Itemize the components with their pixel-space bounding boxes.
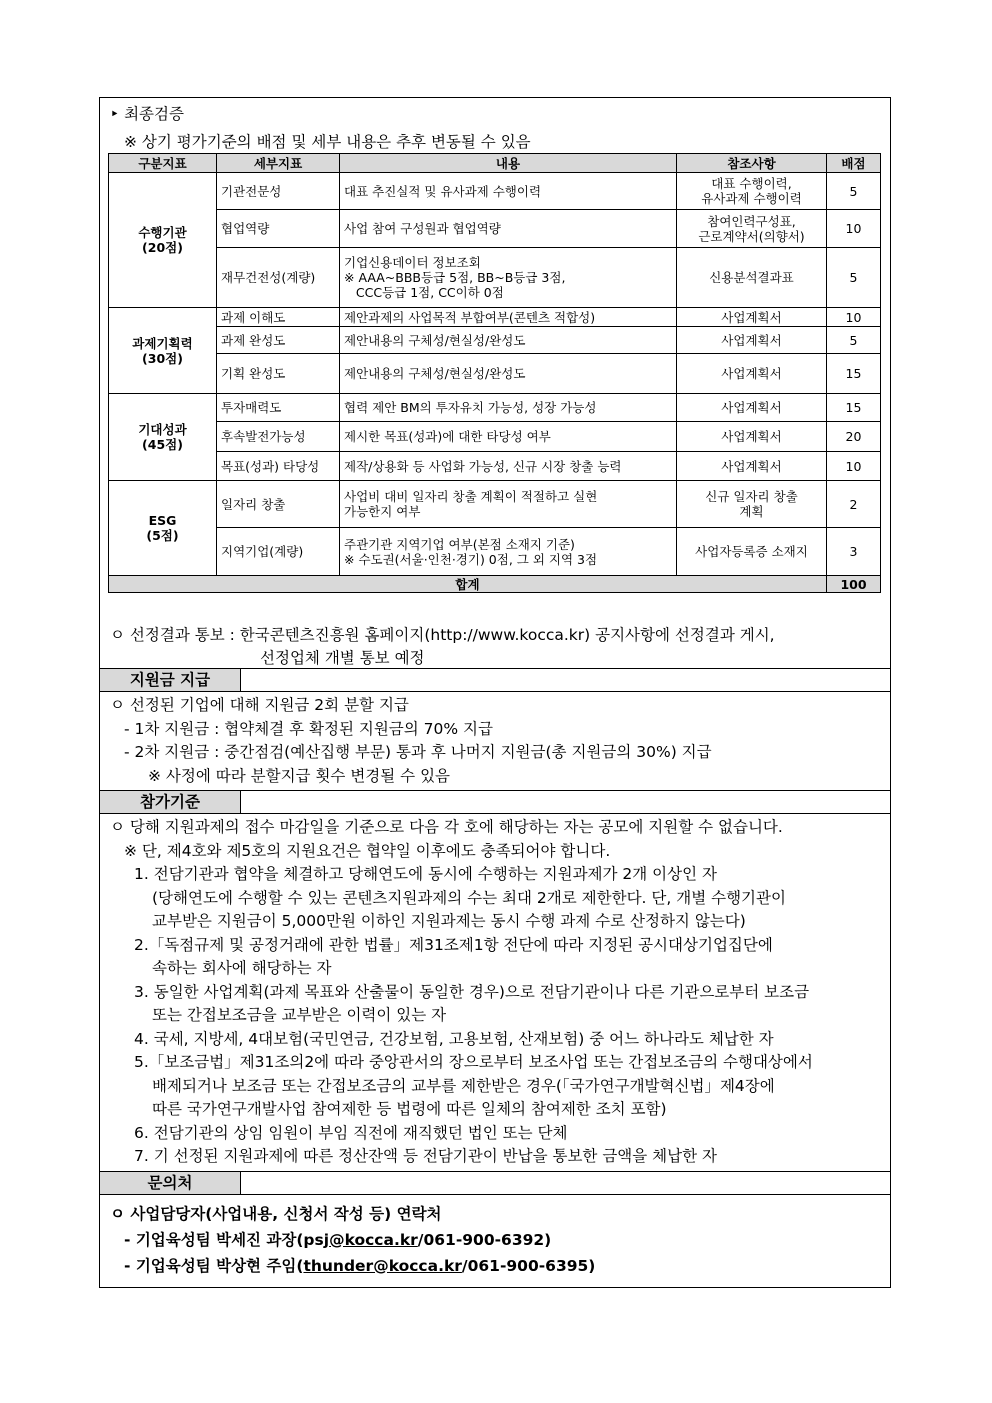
criteria-item-line: 3. 동일한 사업계획(과제 목표와 산출물이 동일한 경우)으로 전담기관이나 다른 기관으로부터 보조금 (134, 982, 810, 1001)
contact-heading: ㅇ 사업담당자(사업내용, 신청서 작성 등) 연락처 (110, 1204, 442, 1223)
ref-cell: 사업계획서 (677, 308, 827, 327)
criteria-item-line: 교부받은 지원금이 5,000만원 이하인 지원과제는 동시 수행 과제 수로 산정하지 않는다) (152, 912, 746, 930)
contact-section-header (100, 1172, 890, 1195)
ref-cell: 대표 수행이력, 유사과제 수행이력 (677, 173, 827, 210)
ref-cell: 사업계획서 (677, 394, 827, 422)
header-content: 내용 (340, 154, 677, 173)
notice-line-1: ㅇ 선정결과 통보 : 한국콘텐츠진흥원 홈페이지(http://www.kocca.kr) 공지사항에 선정결과 게시, (110, 626, 775, 644)
contact-1-email-link[interactable]: @kocca.kr (329, 1230, 418, 1249)
total-score: 100 (827, 576, 881, 593)
ref-cell: 사업계획서 (677, 354, 827, 394)
contact-person-1 (110, 1227, 880, 1253)
table-row (109, 354, 881, 394)
total-row (109, 576, 881, 593)
contact-person-2 (110, 1253, 880, 1279)
table-row (109, 210, 881, 248)
grant-line: - 2차 지원금 : 중간점검(예산집행 부문) 통과 후 나머지 지원금(총 지원금의 30%) 지급 (124, 743, 712, 761)
sub-indicator: 기관전문성 (217, 173, 340, 210)
criteria-item (110, 981, 884, 1028)
contact-label: 문의처 (100, 1172, 241, 1194)
group-name: ESG (5점) (109, 481, 217, 576)
table-row (109, 308, 881, 327)
criteria-item-line: 4. 국세, 지방세, 4대보험(국민연금, 건강보험, 고용보험, 산재보험) 중 어느 하나라도 체납한 자 (134, 1029, 774, 1048)
content-cell: 협력 제안 BM의 투자유치 가능성, 성장 가능성 (340, 394, 677, 422)
score-cell: 5 (827, 248, 881, 308)
score-cell: 5 (827, 173, 881, 210)
criteria-item-line: 배제되거나 보조금 또는 간접보조금의 교부를 제한받은 경우(「국가연구개발혁신법」제4장에 (152, 1076, 775, 1095)
group-name: 수행기관 (20점) (109, 173, 217, 308)
criteria-item-line: 5.「보조금법」제31조의2에 따라 중앙관서의 장으로부터 보조사업 또는 간접보조금의 수행대상에서 (134, 1053, 813, 1071)
contact-1-prefix: - 기업육성팀 박세진 과장(psj (124, 1230, 330, 1249)
criteria-item (110, 1122, 884, 1146)
score-cell: 5 (827, 327, 881, 354)
grant-section-header (100, 669, 890, 692)
score-cell: 10 (827, 308, 881, 327)
content-cell: 제안과제의 사업목적 부합여부(콘텐츠 적합성) (340, 308, 677, 327)
header-category: 구분지표 (109, 154, 217, 173)
sub-indicator: 일자리 창출 (217, 481, 340, 528)
criteria-label: 참가기준 (100, 791, 241, 813)
ref-cell: 사업계획서 (677, 422, 827, 452)
criteria-item-line: 7. 기 선정된 지원과제에 따른 정산잔액 등 전담기관이 반납을 통보한 금액을 체납한 자 (134, 1147, 717, 1165)
ref-cell: 신용분석결과표 (677, 248, 827, 308)
criteria-section-header (100, 791, 890, 814)
grant-line: - 1차 지원금 : 협약체결 후 확정된 지원금의 70% 지급 (124, 719, 493, 738)
content-cell: 제안내용의 구체성/현실성/완성도 (340, 354, 677, 394)
header-sub: 세부지표 (217, 154, 340, 173)
score-cell: 10 (827, 452, 881, 481)
score-cell: 10 (827, 210, 881, 248)
grant-line: ※ 사정에 따라 분할지급 횟수 변경될 수 있음 (148, 766, 451, 785)
sub-indicator: 과제 이해도 (217, 308, 340, 327)
contact-2-email-link[interactable]: thunder@kocca.kr (303, 1256, 462, 1275)
sub-indicator: 후속발전가능성 (217, 422, 340, 452)
score-cell: 2 (827, 481, 881, 528)
sub-indicator: 지역기업(계량) (217, 528, 340, 576)
criteria-item (110, 1028, 884, 1052)
criteria-item-line: (당해연도에 수행할 수 있는 콘텐츠지원과제의 수는 최대 2개로 제한한다. 단, 개별 수행기관이 (152, 888, 786, 907)
evaluation-table (108, 153, 881, 593)
contact-2-prefix: - 기업육성팀 박상현 주임( (124, 1256, 304, 1275)
criteria-item (110, 1145, 884, 1169)
final-heading: ‣ 최종검증 (110, 105, 184, 123)
table-row (109, 173, 881, 210)
criteria-item-line: 6. 전담기관의 상임 임원이 부임 직전에 재직했던 법인 또는 단체 (134, 1123, 568, 1142)
content-cell: 대표 추진실적 및 유사과제 수행이력 (340, 173, 677, 210)
grant-section-body (100, 692, 890, 791)
criteria-section-body (100, 814, 890, 1172)
ref-cell: 신규 일자리 창출 계획 (677, 481, 827, 528)
ref-cell: 사업계획서 (677, 327, 827, 354)
score-cell: 15 (827, 354, 881, 394)
criteria-item-line: 따른 국가연구개발사업 참여제한 등 법령에 따른 일체의 참여제한 조치 포함) (152, 1100, 667, 1118)
total-label: 합계 (109, 576, 827, 593)
sub-indicator: 재무건전성(계량) (217, 248, 340, 308)
contact-2-suffix: /061-900-6395) (461, 1256, 596, 1275)
sub-indicator: 협업역량 (217, 210, 340, 248)
table-header-row (109, 154, 881, 173)
content-cell: 사업 참여 구성원과 협업역량 (340, 210, 677, 248)
sub-indicator: 과제 완성도 (217, 327, 340, 354)
header-score: 배점 (827, 154, 881, 173)
sub-indicator: 목표(성과) 타당성 (217, 452, 340, 481)
contact-1-suffix: /061-900-6392) (417, 1230, 552, 1249)
table-row (109, 481, 881, 528)
table-row (109, 248, 881, 308)
criteria-intro: ㅇ 당해 지원과제의 접수 마감일을 기준으로 다음 각 호에 해당하는 자는 공모에 지원할 수 없습니다. (110, 818, 783, 836)
ref-cell: 사업계획서 (677, 452, 827, 481)
selection-notice (110, 624, 775, 670)
content-cell: 기업신용데이터 정보조회 ※ AAA~BBB등급 5점, BB~B등급 3점, CCC등급 1점, CC이하 0점 (340, 248, 677, 308)
final-verification-section (100, 98, 890, 669)
score-cell: 15 (827, 394, 881, 422)
table-row (109, 528, 881, 576)
score-cell: 3 (827, 528, 881, 576)
criteria-item-line: 속하는 회사에 해당하는 자 (152, 959, 332, 977)
criteria-note: ※ 단, 제4호와 제5호의 지원요건은 협약일 이후에도 충족되어야 합니다. (124, 841, 611, 860)
group-name: 기대성과 (45점) (109, 394, 217, 481)
sub-indicator: 기획 완성도 (217, 354, 340, 394)
table-row (109, 394, 881, 422)
notice-line-2: 선정업체 개별 통보 예정 (260, 649, 425, 667)
content-cell: 사업비 대비 일자리 창출 계획이 적절하고 실현 가능한지 여부 (340, 481, 677, 528)
grant-line: ㅇ 선정된 기업에 대해 지원금 2회 분할 지급 (110, 696, 409, 714)
criteria-item-line: 2.「독점규제 및 공정거래에 관한 법률」제31조제1항 전단에 따라 지정된 공시대상기업집단에 (134, 935, 773, 954)
header-ref: 참조사항 (677, 154, 827, 173)
content-cell: 주관기관 지역기업 여부(본점 소재지 기준) ※ 수도권(서울·인천·경기) 0점, 그 외 지역 3점 (340, 528, 677, 576)
document-frame (99, 97, 891, 1288)
score-cell: 20 (827, 422, 881, 452)
criteria-item-line: 1. 전담기관과 협약을 체결하고 당해연도에 동시에 수행하는 지원과제가 2개 이상인 자 (134, 865, 718, 883)
ref-cell: 사업자등록증 소재지 (677, 528, 827, 576)
content-cell: 제작/상용화 등 사업화 가능성, 신규 시장 창출 능력 (340, 452, 677, 481)
criteria-item-line: 또는 간접보조금을 교부받은 이력이 있는 자 (152, 1006, 447, 1024)
ref-cell: 참여인력구성표, 근로계약서(의향서) (677, 210, 827, 248)
table-row (109, 422, 881, 452)
criteria-item (110, 863, 884, 934)
group-name: 과제기획력 (30점) (109, 308, 217, 394)
sub-indicator: 투자매력도 (217, 394, 340, 422)
content-cell: 제안내용의 구체성/현실성/완성도 (340, 327, 677, 354)
grant-label: 지원금 지급 (100, 669, 241, 691)
table-row (109, 327, 881, 354)
criteria-item (110, 934, 884, 981)
table-row (109, 452, 881, 481)
content-cell: 제시한 목표(성과)에 대한 타당성 여부 (340, 422, 677, 452)
criteria-item (110, 1051, 884, 1122)
contact-section-body (100, 1195, 890, 1287)
final-note: ※ 상기 평가기준의 배점 및 세부 내용은 추후 변동될 수 있음 (124, 133, 531, 151)
